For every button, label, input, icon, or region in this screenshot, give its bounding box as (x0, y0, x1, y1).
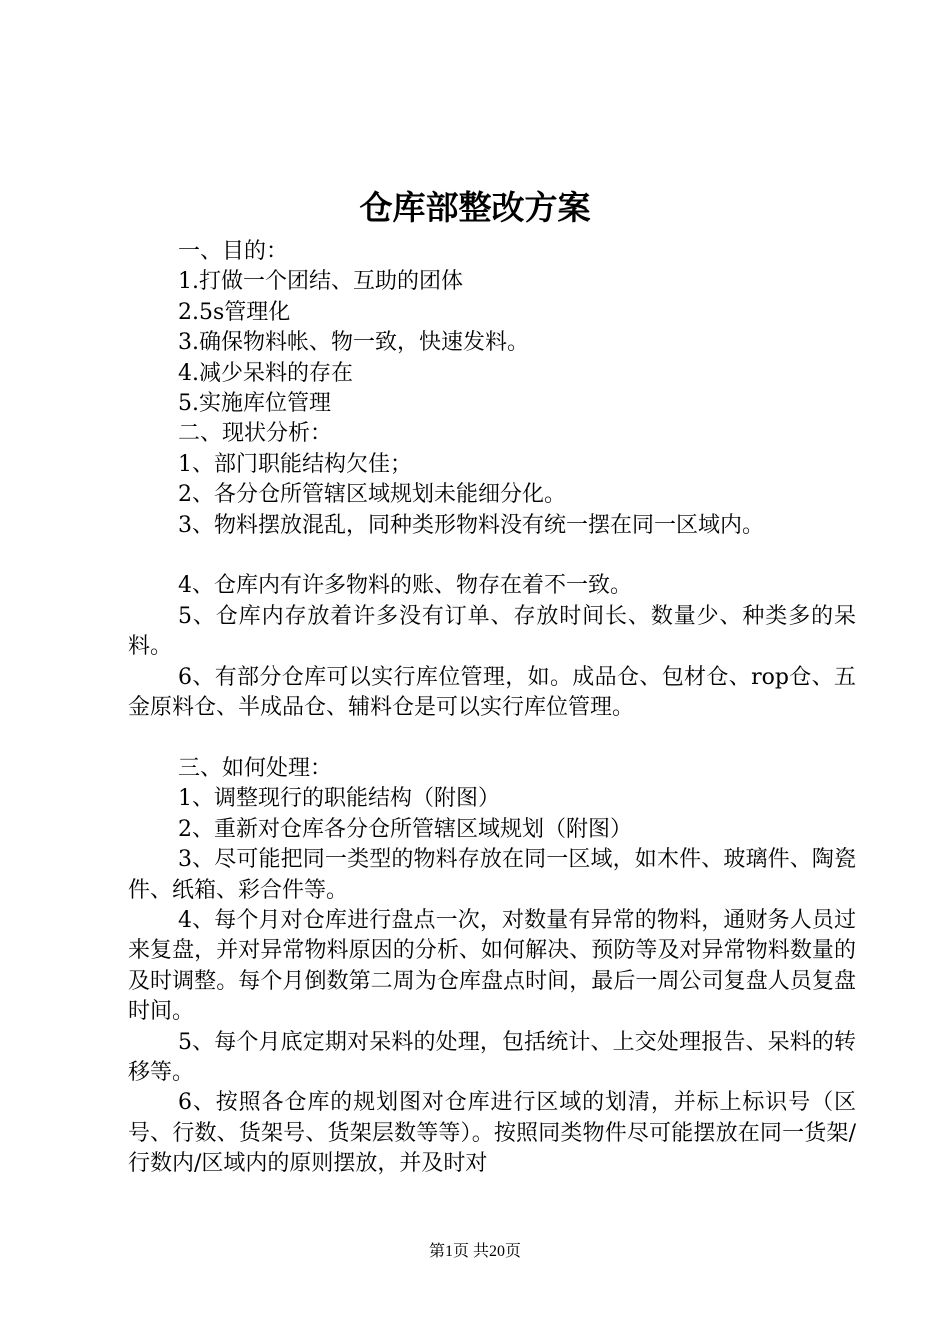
page-footer: 第1页 共20页 (428, 1243, 521, 1260)
purpose-item: 5.实施库位管理 (178, 391, 331, 417)
analysis-item: 3、物料摆放混乱，同种类形物料没有统一摆在同一区域内。 (178, 512, 764, 538)
handling-item: 3、尽可能把同一类型的物料存放在同一区域，如木件、玻璃件、陶瓷件、纸箱、彩合件等。 (128, 847, 856, 903)
purpose-item: 3.确保物料帐、物一致，快速发料。 (178, 330, 529, 356)
analysis-item: 6、有部分仓库可以实行库位管理，如。成品仓、包材仓、rop仓、五金原料仓、半成品仓、辅料仓是可以实行库位管理。 (128, 664, 856, 721)
handling-item: 1、调整现行的职能结构（附图） (178, 786, 500, 812)
handling-item: 6、按照各仓库的规划图对仓库进行区域的划清，并标上标识号（区号、行数、货架号、货架层数等等）。按照同类物件尽可能摆放在同一货架/行数内/区域内的原则摆放，并及时对 (128, 1090, 856, 1177)
purpose-item: 4.减少呆料的存在 (178, 360, 353, 386)
handling-item: 4、每个月对仓库进行盘点一次，对数量有异常的物料，通财务人员过来复盘，并对异常物料原因的分析、如何解决、预防等及对异常物料数量的及时调整。每个月倒数第二周为仓库盘点时间，最后一周公司复盘人员复盘时间。 (128, 907, 856, 1025)
section-heading-handling: 三、如何处理： (178, 755, 333, 781)
handling-item: 2、重新对仓库各分仓所管辖区域规划（附图） (178, 816, 632, 842)
blank-line (128, 541, 856, 571)
document-title: 仓库部整改方案 (359, 188, 591, 227)
section-heading-purpose: 一、目的： (178, 239, 289, 264)
blank-line (128, 723, 856, 753)
document-body (128, 237, 856, 1180)
analysis-item: 5、仓库内存放着许多没有订单、存放时间长、数量少、种类多的呆料。 (128, 603, 856, 660)
handling-item: 5、每个月底定期对呆料的处理，包括统计、上交处理报告、呆料的转移等。 (128, 1029, 856, 1085)
section-heading-analysis: 二、现状分析： (178, 421, 333, 447)
analysis-item: 2、各分仓所管辖区域规划未能细分化。 (178, 482, 566, 508)
purpose-item: 1.打做一个团结、互助的团体 (178, 269, 463, 295)
purpose-item: 2.5s管理化 (178, 299, 291, 325)
analysis-item: 4、仓库内有许多物料的账、物存在着不一致。 (178, 573, 632, 599)
analysis-item: 1、部门职能结构欠佳； (178, 451, 412, 477)
